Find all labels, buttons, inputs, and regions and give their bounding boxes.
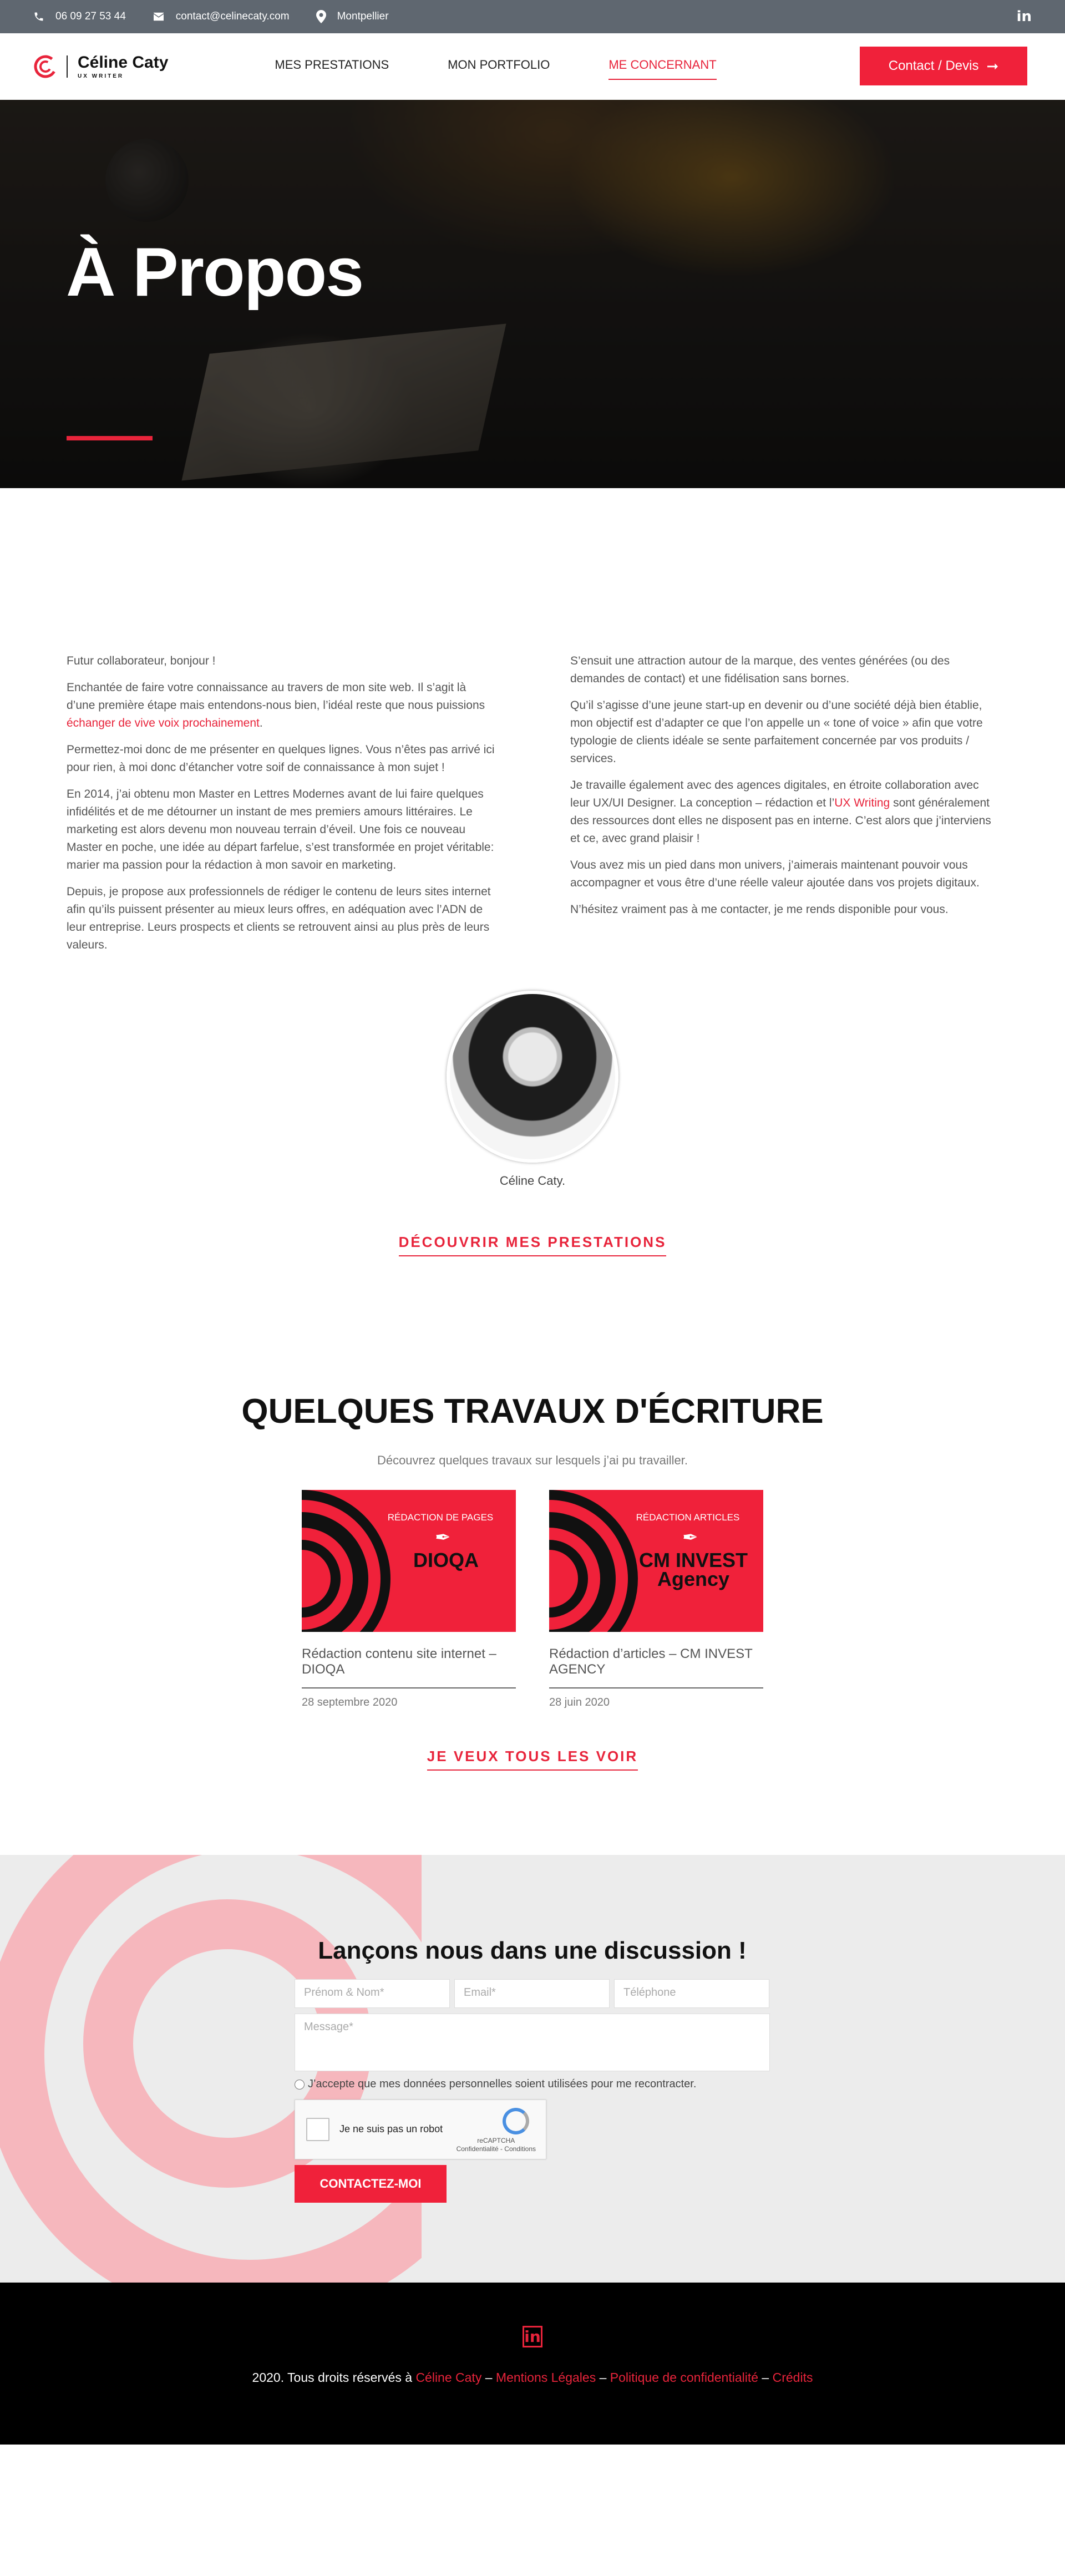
owner-link[interactable]: Céline Caty: [415, 2370, 482, 2385]
portrait-block: [0, 991, 1065, 1188]
about-paragraph: Futur collaborateur, bonjour !: [67, 655, 216, 667]
works-section: [0, 1256, 1065, 1771]
portrait-caption: Céline Caty.: [499, 1174, 566, 1188]
copyright: [0, 2370, 1065, 2385]
separator: –: [596, 2370, 610, 2385]
work-date: 28 juin 2020: [549, 1696, 610, 1708]
site-logo[interactable]: [33, 54, 168, 79]
copyright-text: 2020. Tous droits réservés à: [252, 2370, 416, 2385]
logo-subtitle: UX WRITER: [78, 73, 124, 79]
consent-radio[interactable]: [295, 2080, 305, 2090]
page-title: À Propos: [66, 234, 363, 311]
prestations-cta-wrap: [0, 1234, 1065, 1256]
recaptcha-icon: [503, 2108, 529, 2134]
credits-link[interactable]: Crédits: [772, 2370, 813, 2385]
work-tag: RÉDACTION ARTICLES: [636, 1512, 740, 1523]
work-thumbnail: [302, 1490, 516, 1632]
contact-form: [295, 1937, 770, 2203]
talk-soon-link[interactable]: échanger de vive voix prochainement: [67, 717, 260, 729]
site-footer: [0, 2283, 1065, 2445]
about-left-column: [67, 652, 495, 963]
discover-services-link[interactable]: DÉCOUVRIR MES PRESTATIONS: [399, 1234, 667, 1256]
legal-link[interactable]: Mentions Légales: [495, 2370, 596, 2385]
linkedin-icon[interactable]: in: [1016, 8, 1032, 25]
ux-writing-link[interactable]: UX Writing: [834, 797, 890, 809]
message-field[interactable]: Message*: [295, 2014, 770, 2071]
about-paragraph: En 2014, j’ai obtenu mon Master en Lettres Modernes avant de lui faire quelques infidélités et de me détourner un instant de mes premiers amours littéraires. Le marketing est alors devenu mon nouveau terrain d’éveil. Une fois ce nouveau Master en poche, une idée au départ farfelue, s’est transformée en projet véritable: marier ma passion pour la rédaction à mon savoir en marketing.: [67, 788, 494, 871]
contact-title: Lançons nous dans une discussion !: [318, 1937, 747, 1964]
text: Enchantée de faire votre connaissance au travers de mon site web. Il s’agit là d’une première étape mais entendons-nous bien, l’idéal reste que nous puissions: [67, 681, 485, 712]
logo-c-icon: [33, 54, 58, 79]
work-card[interactable]: [302, 1490, 516, 1709]
privacy-link[interactable]: Politique de confidentialité: [610, 2370, 759, 2385]
hero-banner: [0, 100, 1065, 488]
see-all-works-link[interactable]: JE VEUX TOUS LES VOIR: [427, 1748, 638, 1771]
envelope-icon: [153, 12, 165, 22]
phone-icon: [33, 11, 44, 22]
recaptcha-label: Je ne suis pas un robot: [339, 2123, 443, 2134]
map-pin-icon: [316, 10, 326, 23]
work-date: 28 septembre 2020: [302, 1696, 398, 1708]
separator: –: [758, 2370, 773, 2385]
nav-portfolio[interactable]: MON PORTFOLIO: [448, 58, 550, 72]
pen-icon: ✒: [682, 1527, 698, 1548]
recaptcha-links[interactable]: Confidentialité - Conditions: [456, 2145, 536, 2153]
works-title: QUELQUES TRAVAUX D'ÉCRITURE: [241, 1392, 824, 1431]
title-underline: [67, 436, 153, 440]
text: .: [259, 717, 263, 729]
work-brand: DIOQA: [413, 1549, 479, 1571]
about-paragraph: Permettez-moi donc de me présenter en quelques lignes. Vous n’êtes pas arrivé ici pour rien, à moi donc d’étancher votre soif de connaissance à mon sujet !: [67, 743, 495, 774]
work-thumbnail: [549, 1490, 763, 1632]
nav-about[interactable]: ME CONCERNANT: [608, 53, 716, 80]
about-paragraph: Qu’il s’agisse d’une jeune start-up en devenir ou d’une société déjà bien établie, mon objectif est d’adapter ce que l’on appelle un « tone of voice » afin que votre typologie de clients idéale se sente parfaitement concernée par vos produits / services.: [570, 699, 983, 765]
work-title: Rédaction contenu site internet – DIOQA: [302, 1646, 516, 1688]
location-text: Montpellier: [337, 11, 389, 22]
top-bar: [0, 0, 1065, 33]
linkedin-icon[interactable]: in: [523, 2326, 542, 2347]
phone-number: 06 09 27 53 44: [55, 11, 126, 22]
phone-field[interactable]: Téléphone: [614, 1979, 769, 2008]
work-title: Rédaction d’articles – CM INVEST AGENCY: [549, 1646, 763, 1688]
pen-icon: ✒: [435, 1527, 451, 1548]
recaptcha-checkbox[interactable]: [306, 2118, 329, 2141]
works-subtitle: Découvrez quelques travaux sur lesquels j’ai pu travailler.: [377, 1453, 688, 1467]
logo-divider: [67, 55, 68, 78]
about-paragraph: Depuis, je propose aux professionnels de rédiger le contenu de leurs sites internet afin qu’ils puissent présenter au mieux leurs offres, en adéquation avec l’ADN de leur entreprise. Leurs prospects et clients se retrouvent ainsi au plus près de leurs valeurs.: [67, 885, 491, 951]
about-paragraph: [570, 777, 998, 848]
name-field[interactable]: Prénom & Nom*: [295, 1979, 450, 2008]
recaptcha-brand: reCAPTCHA: [477, 2137, 515, 2144]
site-header: [0, 33, 1065, 100]
recaptcha-widget: [295, 2100, 546, 2159]
separator: –: [481, 2370, 496, 2385]
consent-option[interactable]: [295, 2078, 770, 2091]
arrow-right-icon: ➞: [986, 57, 999, 74]
all-works-wrap: [0, 1748, 1065, 1771]
text: sont généralement des ressources dont elles ne disposent pas en interne. C’est alors que j’interviens et ce, avec grand plaisir !: [570, 797, 991, 845]
contact-devis-label: Contact / Devis: [888, 58, 979, 73]
nav-prestations[interactable]: MES PRESTATIONS: [275, 58, 389, 72]
email-address: contact@celinecaty.com: [175, 11, 290, 22]
about-paragraph: N’hésitez vraiment pas à me contacter, je me rends disponible pour vous.: [570, 903, 949, 916]
about-right-column: [570, 652, 998, 963]
text: Je travaille également avec des agences digitales, en étroite collaboration avec leur UX/UI Designer. La conception – rédaction et l’: [570, 779, 979, 809]
location: [316, 10, 389, 23]
submit-button[interactable]: CONTACTEZ-MOI: [295, 2165, 447, 2203]
email-contact[interactable]: [153, 11, 290, 23]
recaptcha-brand-block: [457, 2137, 536, 2153]
logo-text: [78, 54, 168, 79]
about-paragraph: S’ensuit une attraction autour de la marque, des ventes générées (ou des demandes de contact) et une fidélisation sans bornes.: [570, 655, 950, 685]
email-field[interactable]: Email*: [454, 1979, 610, 2008]
work-brand: CM INVEST Agency: [638, 1549, 748, 1590]
phone-contact[interactable]: [33, 11, 126, 23]
about-paragraph: Vous avez mis un pied dans mon univers, j’aimerais maintenant pouvoir vous accompagner et vous être d’une réelle valeur ajoutée dans vos projets digitaux.: [570, 859, 980, 889]
work-card[interactable]: [549, 1490, 763, 1709]
consent-label: J’accepte que mes données personnelles soient utilisées pour me recontracter.: [308, 2078, 697, 2090]
about-section: [0, 488, 1065, 963]
contact-devis-button[interactable]: [860, 47, 1027, 85]
logo-name: Céline Caty: [78, 53, 169, 72]
work-tag: RÉDACTION DE PAGES: [387, 1512, 494, 1523]
portrait-photo: [447, 991, 618, 1163]
works-list: [0, 1490, 1065, 1709]
about-paragraph: [67, 679, 495, 732]
form-row: [295, 1979, 770, 2008]
contact-section: [0, 1855, 1065, 2283]
main-nav: [275, 53, 775, 80]
